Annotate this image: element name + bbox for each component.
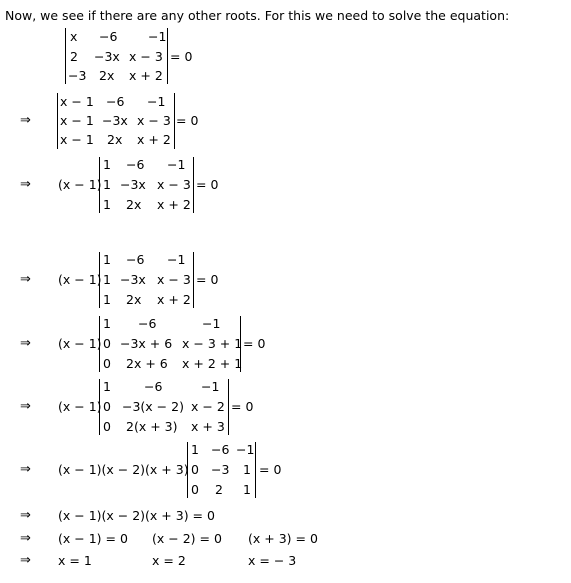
det-cell: x + 2	[137, 132, 171, 147]
determinant-step5	[99, 316, 241, 372]
det-cell: 2	[215, 482, 223, 497]
det-cell: 1	[243, 482, 251, 497]
det-cell: 0	[103, 356, 111, 371]
det-cell: x − 3	[157, 272, 191, 287]
det-cell: −6	[211, 442, 230, 457]
root-value: x = − 3	[248, 553, 297, 568]
det-cell: 2x	[107, 132, 123, 147]
det-cell: x − 1	[60, 113, 94, 128]
det-cell: −6	[144, 379, 163, 394]
det-cell: 2x	[126, 197, 142, 212]
det-cell: −6	[138, 316, 157, 331]
implies-symbol: ⇒	[20, 113, 31, 128]
product-equation: (x − 1)(x − 2)(x + 3) = 0	[58, 508, 215, 523]
determinant-step2	[57, 93, 175, 149]
det-cell: 2x + 6	[126, 356, 168, 371]
det-cell: −6	[126, 157, 145, 172]
implies-symbol: ⇒	[20, 336, 31, 351]
det-cell: x − 3	[137, 113, 171, 128]
implies-symbol: ⇒	[20, 399, 31, 414]
det-cell: 1	[103, 379, 111, 394]
det-cell: 1	[103, 272, 111, 287]
det-cell: x + 2	[157, 292, 191, 307]
equals-zero: = 0	[231, 399, 254, 414]
det-cell: 1	[103, 316, 111, 331]
det-cell: −6	[99, 29, 118, 44]
det-cell: 2x	[99, 68, 115, 83]
det-cell: x − 2	[191, 399, 225, 414]
det-cell: −3x	[120, 177, 146, 192]
det-cell: 0	[103, 336, 111, 351]
det-cell: x − 3 + 1	[182, 336, 243, 351]
det-cell: 2	[70, 49, 78, 64]
det-cell: −3x + 6	[120, 336, 173, 351]
determinant-step3	[99, 157, 194, 213]
factor-equation: (x − 2) = 0	[152, 531, 222, 546]
factor-x-minus-1: (x − 1)	[58, 399, 102, 414]
factor-x-minus-1: (x − 1)	[58, 272, 102, 287]
root-value: x = 2	[152, 553, 186, 568]
det-cell: −1	[148, 29, 167, 44]
det-cell: x − 1	[60, 94, 94, 109]
det-cell: 1	[103, 157, 111, 172]
factor-x-minus-1: (x − 1)	[58, 177, 102, 192]
determinant-step7	[187, 442, 256, 498]
factor-x-minus-1: (x − 1)	[58, 336, 102, 351]
determinant-step1	[65, 28, 168, 84]
det-cell: −3	[211, 462, 230, 477]
equals-zero: = 0	[170, 49, 193, 64]
det-cell: 0	[191, 462, 199, 477]
root-value: x = 1	[58, 553, 92, 568]
det-cell: −3x	[102, 113, 128, 128]
det-cell: x + 2	[129, 68, 163, 83]
det-cell: 0	[103, 419, 111, 434]
det-cell: 1	[191, 442, 199, 457]
det-cell: 2(x + 3)	[126, 419, 178, 434]
implies-symbol: ⇒	[20, 272, 31, 287]
equals-zero: = 0	[176, 113, 199, 128]
determinant-step6	[99, 379, 229, 435]
implies-symbol: ⇒	[20, 177, 31, 192]
det-cell: −1	[167, 157, 186, 172]
det-cell: 1	[103, 197, 111, 212]
det-cell: −1	[236, 442, 255, 457]
det-cell: −1	[202, 316, 221, 331]
det-cell: −6	[106, 94, 125, 109]
det-cell: x + 2 + 1	[182, 356, 243, 371]
det-cell: −3x	[120, 272, 146, 287]
det-cell: x + 3	[191, 419, 225, 434]
det-cell: −3	[68, 68, 87, 83]
equals-zero: = 0	[243, 336, 266, 351]
det-cell: x	[70, 29, 78, 44]
factor-equation: (x + 3) = 0	[248, 531, 318, 546]
det-cell: x − 3	[157, 177, 191, 192]
det-cell: 2x	[126, 292, 142, 307]
det-cell: 1	[103, 292, 111, 307]
det-cell: x + 2	[157, 197, 191, 212]
det-cell: 1	[243, 462, 251, 477]
determinant-step4	[99, 252, 194, 308]
intro-text: Now, we see if there are any other roots. For this we need to solve the equation:	[5, 8, 510, 23]
det-cell: −1	[201, 379, 220, 394]
det-cell: −3x	[94, 49, 120, 64]
implies-symbol: ⇒	[20, 462, 31, 477]
det-cell: 0	[191, 482, 199, 497]
implies-symbol: ⇒	[20, 531, 31, 546]
factor-equation: (x − 1) = 0	[58, 531, 128, 546]
det-cell: −1	[167, 252, 186, 267]
det-cell: x − 3	[129, 49, 163, 64]
det-cell: −3(x − 2)	[122, 399, 184, 414]
det-cell: 0	[103, 399, 111, 414]
factor-product: (x − 1)(x − 2)(x + 3)	[58, 462, 189, 477]
equals-zero: = 0	[196, 177, 219, 192]
implies-symbol: ⇒	[20, 553, 31, 568]
equals-zero: = 0	[259, 462, 282, 477]
det-cell: −6	[126, 252, 145, 267]
det-cell: x − 1	[60, 132, 94, 147]
implies-symbol: ⇒	[20, 508, 31, 523]
det-cell: 1	[103, 252, 111, 267]
det-cell: −1	[147, 94, 166, 109]
det-cell: 1	[103, 177, 111, 192]
equals-zero: = 0	[196, 272, 219, 287]
